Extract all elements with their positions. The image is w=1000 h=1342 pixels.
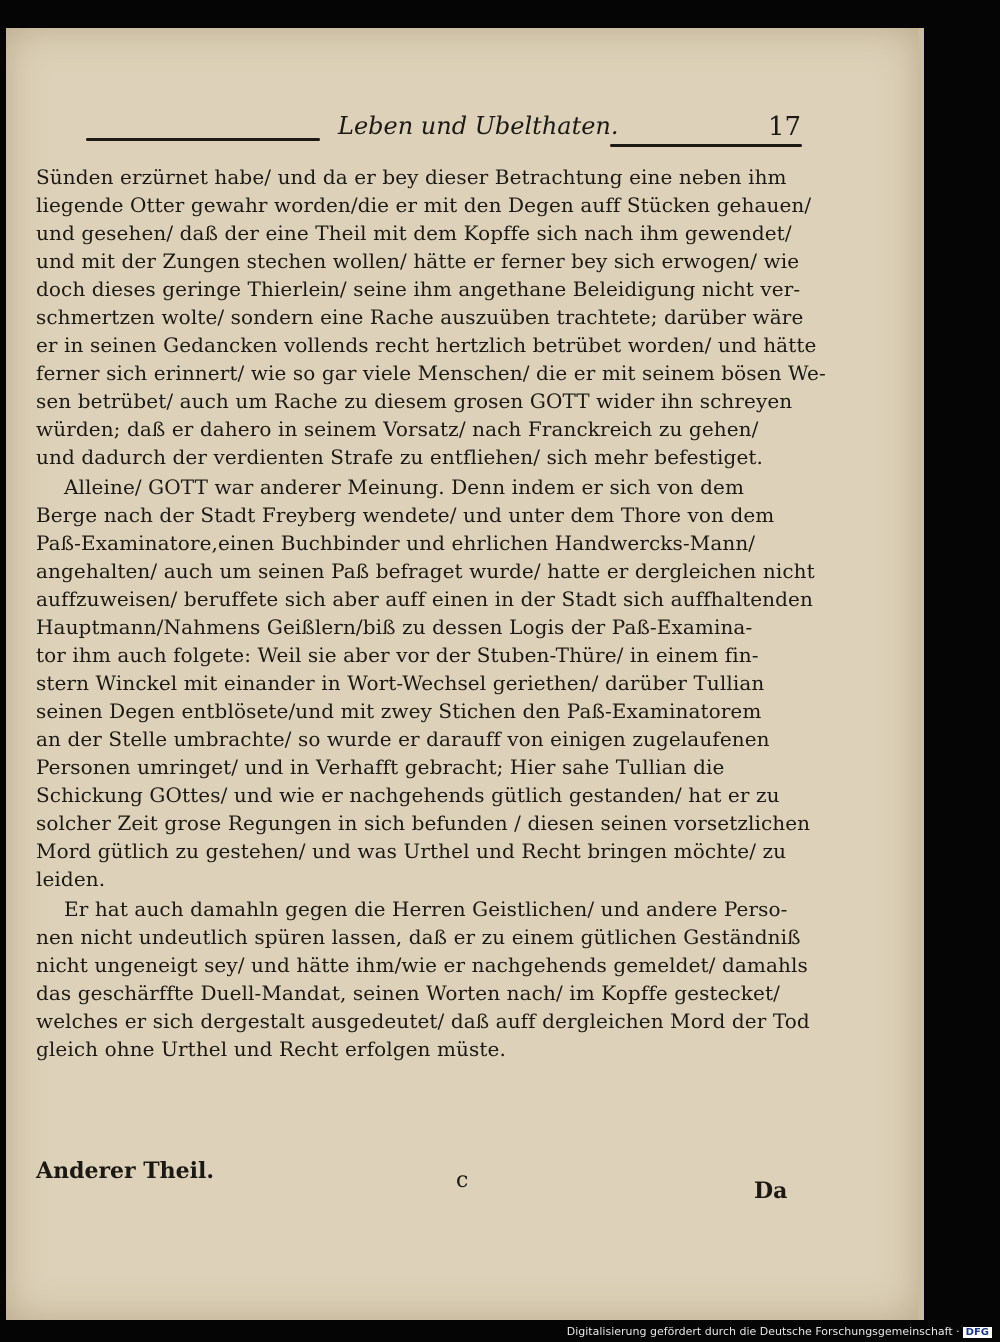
text-line: Paß-Examinatore,einen Buchbinder und ehrlichen Handwercks-Mann/ [36,531,756,555]
text-line: und gesehen/ daß der eine Theil mit dem Kopffe sich nach ihm gewendet/ [36,221,792,245]
text-line: sen betrübet/ auch um Rache zu diesem grosen GOTT wider ihn schreyen [36,389,793,413]
text-line: liegende Otter gewahr worden/die er mit den Degen auff Stücken gehauen/ [36,193,812,217]
text-line: Schickung GOttes/ und wie er nachgehends gütlich gestanden/ hat er zu [36,783,780,807]
dfg-logo: DFG [963,1327,992,1338]
text-line: und dadurch der verdienten Strafe zu entfliehen/ sich mehr befestiget. [36,445,763,469]
text-line: würden; daß er dahero in seinem Vorsatz/ nach Franckreich zu gehen/ [36,417,759,441]
text-line: gleich ohne Urthel und Recht erfolgen müste. [36,1037,506,1061]
text-line: tor ihm auch folgete: Weil sie aber vor der Stuben-Thüre/ in einem fin- [36,643,759,667]
text-line: nen nicht undeutlich spüren lassen, daß er zu einem gütlichen Geständniß [36,925,801,949]
catchword: Da [754,1178,788,1204]
text-line: auffzuweisen/ beruffete sich aber auff einen in der Stadt sich auffhaltenden [36,587,813,611]
running-header: Leben und Ubelthaten. [338,112,619,140]
text-line: schmertzen wolte/ sondern eine Rache auszuüben trachtete; darüber wäre [36,305,804,329]
text-line: er in seinen Gedancken vollends recht hertzlich betrübet worden/ und hätte [36,333,817,357]
text-line: welches er sich dergestalt ausgedeutet/ daß auff dergleichen Mord der Tod [36,1009,810,1033]
text-line: nicht ungeneigt sey/ und hätte ihm/wie er nachgehends gemeldet/ damahls [36,953,808,977]
header-rule-left [86,138,320,141]
text-line: doch dieses geringe Thierlein/ seine ihm angethane Beleidigung nicht ver- [36,277,801,301]
document-page [6,28,918,1320]
text-line: Sünden erzürnet habe/ und da er bey dieser Betrachtung eine neben ihm [36,165,787,189]
text-line: seinen Degen entblösete/und mit zwey Stichen den Paß-Examinatorem [36,699,762,723]
text-line: solcher Zeit grose Regungen in sich befunden / diesen seinen vorsetzlichen [36,811,811,835]
text-line: Hauptmann/Nahmens Geißlern/biß zu dessen Logis der Paß-Examina- [36,615,753,639]
header-rule-right [610,144,802,147]
paragraph-start: Alleine/ GOTT war anderer Meinung. Denn indem er sich von dem [64,475,745,499]
text-line: leiden. [36,867,106,891]
credit-text: Digitalisierung gefördert durch die Deutsche Forschungsgemeinschaft · [566,1325,960,1338]
text-line: an der Stelle umbrachte/ so wurde er darauff von einigen zugelaufenen [36,727,770,751]
footer-running-title: Anderer Theil. [36,1158,215,1184]
text-line: angehalten/ auch um seinen Paß befraget wurde/ hatte er dergleichen nicht [36,559,815,583]
text-line: das geschärffte Duell-Mandat, seinen Worten nach/ im Kopffe gestecket/ [36,981,780,1005]
text-line: Mord gütlich zu gestehen/ und was Urthel und Recht bringen möchte/ zu [36,839,787,863]
digitization-credit [567,1325,992,1338]
text-line: und mit der Zungen stechen wollen/ hätte er ferner bey sich erwogen/ wie [36,249,800,273]
page-number: 17 [768,112,802,142]
text-line: ferner sich erinnert/ wie so gar viele Menschen/ die er mit seinem bösen We- [36,361,826,385]
paragraph-start: Er hat auch damahln gegen die Herren Geistlichen/ und andere Perso- [64,897,788,921]
text-line: Personen umringet/ und in Verhafft gebracht; Hier sahe Tullian die [36,755,725,779]
text-line: Berge nach der Stadt Freyberg wendete/ und unter dem Thore von dem [36,503,775,527]
signature-mark: c [456,1168,469,1193]
text-line: stern Winckel mit einander in Wort-Wechsel geriethen/ darüber Tullian [36,671,765,695]
